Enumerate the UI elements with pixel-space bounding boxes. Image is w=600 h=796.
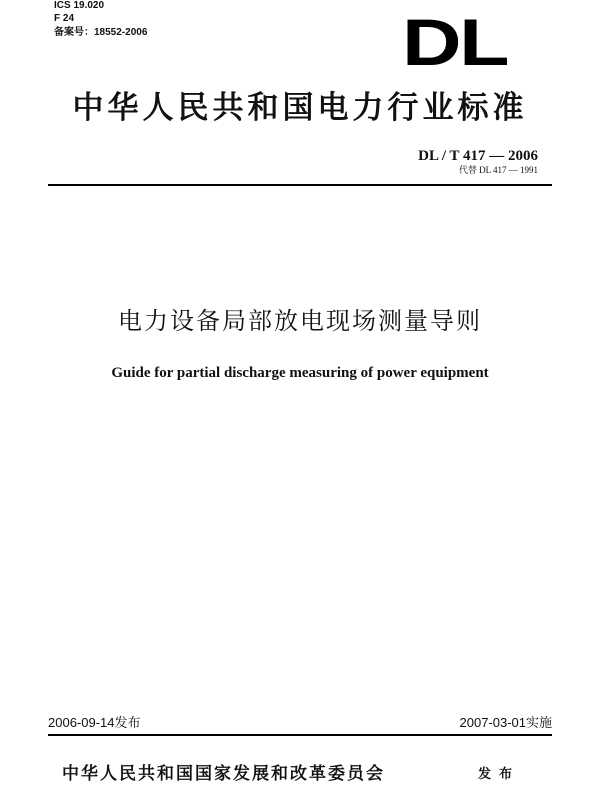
document-title-english: Guide for partial discharge measuring of power equipment — [111, 365, 489, 381]
issue-date: 2006-09-14发布 — [48, 715, 141, 730]
implementation-date: 2007-03-01实施 — [459, 715, 552, 730]
standard-category-title: 中华人民共和国电力行业标准 — [72, 90, 528, 126]
record-number: 备案号：18552-2006 — [54, 27, 148, 38]
publish-label: 发布 — [478, 767, 521, 782]
bottom-divider — [48, 734, 552, 736]
dl-logo: DL — [402, 5, 507, 79]
standard-code: DL / T 417 — 2006 — [418, 148, 538, 164]
publisher: 中华人民共和国国家发展和改革委员会 — [62, 764, 385, 784]
ics-code: ICS 19.020 — [54, 0, 105, 11]
replaces-standard: 代替 DL 417 — 1991 — [458, 165, 538, 175]
document-title-chinese: 电力设备局部放电现场测量导则 — [118, 307, 482, 335]
ccs-code: F 24 — [54, 13, 75, 24]
top-divider — [48, 184, 552, 186]
